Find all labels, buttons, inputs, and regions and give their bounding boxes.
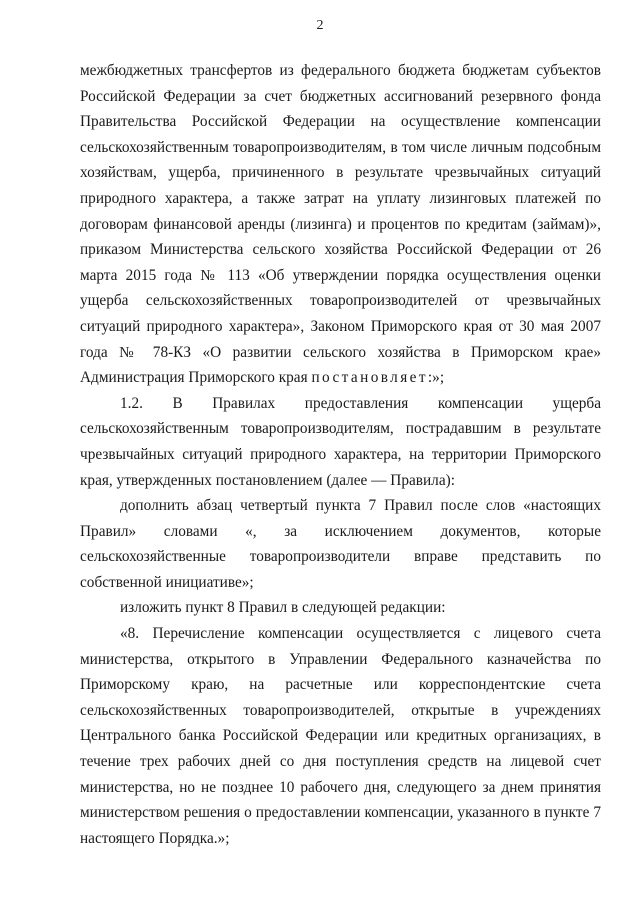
resolution-keyword: постановляет	[311, 369, 428, 387]
paragraph-item-8-text: «8. Перечисление компенсации осуществляется с лицевого счета министерства, открытого в Управлении Федерального казначейства по Приморскому краю, на расчетные или корреспондентские счета сельскохозяйственных товаропроизводителей, открытые в учреждениях Центрального банка Российской Федерации или кредитных организациях, в течение трех рабочих дней со дня поступления средств на лицевой счет министерства, но не позднее 10 рабочего дня, следующего за днем принятия министерством решения о предоставлении компенсации, указанного в пункте 7 настоящего Порядка.»;	[80, 625, 601, 847]
page-number: 2	[316, 18, 324, 33]
document-body	[80, 58, 601, 851]
paragraph-1-2: 1.2. В Правилах предоставления компенсации ущерба сельскохозяйственным товаропроизводителям, пострадавшим в результате чрезвычайных ситуаций природного характера, на территории Приморского края, утвержденных постановлением (далее — Правила):	[80, 394, 601, 489]
paragraph-amend-item-7: дополнить абзац четвертый пункта 7 Правил после слов «настоящих Правил» словами «, за исключением документов, которые сельскохозяйственные товаропроизводители вправе представить по собственной инициативе»;	[80, 497, 601, 591]
paragraph-text-end: :»;	[427, 369, 445, 387]
paragraph-continuation	[80, 58, 601, 391]
paragraph-restate-item-8: изложить пункт 8 Правил в следующей редакции:	[120, 599, 446, 617]
paragraph-text: межбюджетных трансфертов из федерального бюджета бюджетам субъектов Российской Федерации за счет бюджетных ассигнований резервного фонда Правительства Российской Федерации на осуществление компенсации сельскохозяйственным товаропроизводителям, в том числе личным подсобным хозяйствам, ущерба, причиненного в результате чрезвычайных ситуаций природного характера, а также затрат на уплату лизинговых платежей по договорам финансовой аренды (лизинга) и процентов по кредитам (займам)», приказом Министерства сельского хозяйства Российской Федерации от 26 марта 2015 года № 113 «Об утверждении порядка осуществления оценки ущерба сельскохозяйственных товаропроизводителей от чрезвычайных ситуаций природного характера», Законом Приморского края от 30 мая 2007 года № 78-КЗ «О развитии сельского хозяйства в Приморском крае» Администрация Приморского края	[80, 62, 601, 387]
